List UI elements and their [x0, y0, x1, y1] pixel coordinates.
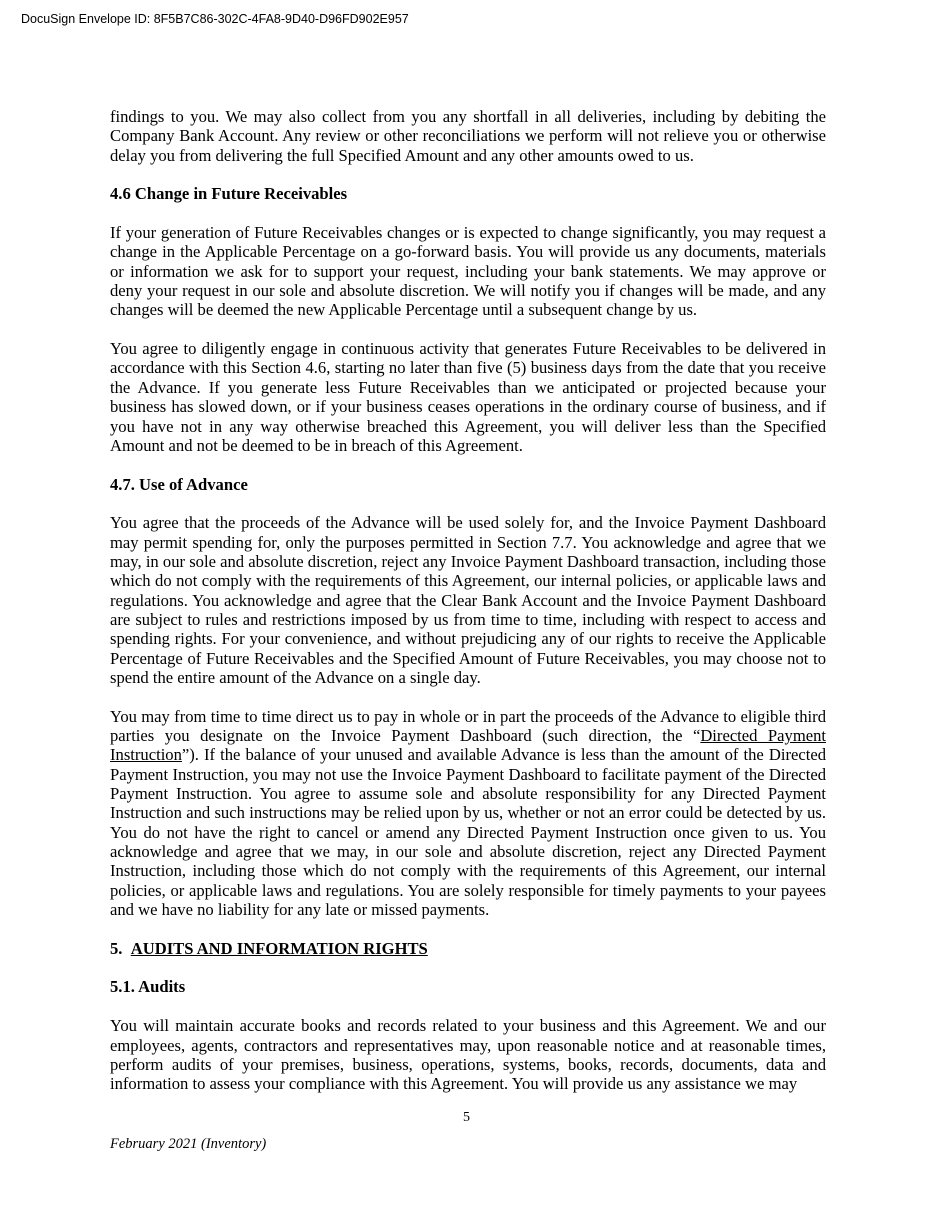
heading-4-6-change-in-future-receivables: 4.6 Change in Future Receivables: [110, 184, 348, 204]
heading-5-1-audits: 5.1. Audits: [110, 977, 186, 997]
directed-payment-instruction-term: Directed Payment Instruction: [110, 726, 826, 765]
paragraph-directed-payment-instruction: [110, 707, 826, 920]
paragraph-continuous-activity: You agree to diligently engage in continuous activity that generates Future Receivables to be delivered in accordance with this Section 4.6, starting no later than five (5) business days from the date that you receive the Advance. If you generate less Future Receivables than we anticipated or projected because your business has slowed down, or if your business ceases operations in the ordinary course of business, and if you have not in any way otherwise breached this Agreement, you will deliver less than the Specified Amount and not be deemed to be in breach of this Agreement.: [110, 339, 826, 455]
footer-version-label: February 2021 (Inventory): [110, 1136, 267, 1152]
page-number: 5: [463, 1110, 470, 1125]
paragraph-segment: You may from time to time direct us to pay in whole or in part the proceeds of the Advance to eligible third parties you designate on the Invoice Payment Dashboard (such direction, the “: [110, 706, 826, 745]
paragraph-generation-change: If your generation of Future Receivables changes or is expected to change significantly, you may request a change in the Applicable Percentage on a go-forward basis. You will provide us any documents, materials or information we ask for to support your request, including your bank statements. We may approve or deny your request in our sole and absolute discretion. We will notify you if changes will be made, and any changes will be deemed the new Applicable Percentage until a subsequent change by us.: [110, 223, 826, 320]
heading-number: 5.: [110, 938, 131, 958]
paragraph-proceeds-of-advance: You agree that the proceeds of the Advance will be used solely for, and the Invoice Payment Dashboard may permit spending for, only the purposes permitted in Section 7.7. You acknowledge and agree that we may, in our sole and absolute discretion, reject any Invoice Payment Dashboard transaction, including those which do not comply with the requirements of this Agreement, our internal policies, or applicable laws and regulations. You acknowledge and agree that the Clear Bank Account and the Invoice Payment Dashboard are subject to rules and restrictions imposed by us from time to time, including with respect to access and spending rights. For your convenience, and without prejudicing any of our rights to receive the Applicable Percentage of Future Receivables and the Specified Amount of Future Receivables, you may choose not to spend the entire amount of the Advance on a single day.: [110, 513, 826, 687]
heading-5-audits-and-information-rights: [110, 939, 826, 958]
document-body: [110, 107, 826, 1113]
heading-title-underlined: AUDITS AND INFORMATION RIGHTS: [130, 938, 428, 958]
heading-4-7-use-of-advance: 4.7. Use of Advance: [110, 474, 248, 494]
paragraph-segment: ”). If the balance of your unused and available Advance is less than the amount of the Directed Payment Instruction, you may not use the Invoice Payment Dashboard to facilitate payment of the Directed Payment Instruction. You agree to assume sole and absolute responsibility for any Directed Payment Instruction and such instructions may be relied upon by us, whether or not an error could be detected by us. You do not have the right to cancel or amend any Directed Payment Instruction once given to us. You acknowledge and agree that we may, in our sole and absolute discretion, reject any Directed Payment Instruction, including those which do not comply with the requirements of this Agreement, our internal policies, or applicable laws and regulations. You are solely responsible for timely payments to your payees and we have no liability for any late or missed payments.: [110, 745, 826, 920]
paragraph-books-and-records: You will maintain accurate books and records related to your business and this Agreement. We and our employees, agents, contractors and representatives may, upon reasonable notice and at reasonable times, perform audits of your premises, business, operations, systems, books, records, documents, data and information to assess your compliance with this Agreement. You will provide us any assistance we may: [110, 1016, 826, 1094]
paragraph-findings: findings to you. We may also collect from you any shortfall in all deliveries, including by debiting the Company Bank Account. Any review or other reconciliations we perform will not relieve you or otherwise delay you from delivering the full Specified Amount and any other amounts owed to us.: [110, 107, 826, 165]
docusign-envelope-id: DocuSign Envelope ID: 8F5B7C86-302C-4FA8-9D40-D96FD902E957: [21, 12, 409, 26]
